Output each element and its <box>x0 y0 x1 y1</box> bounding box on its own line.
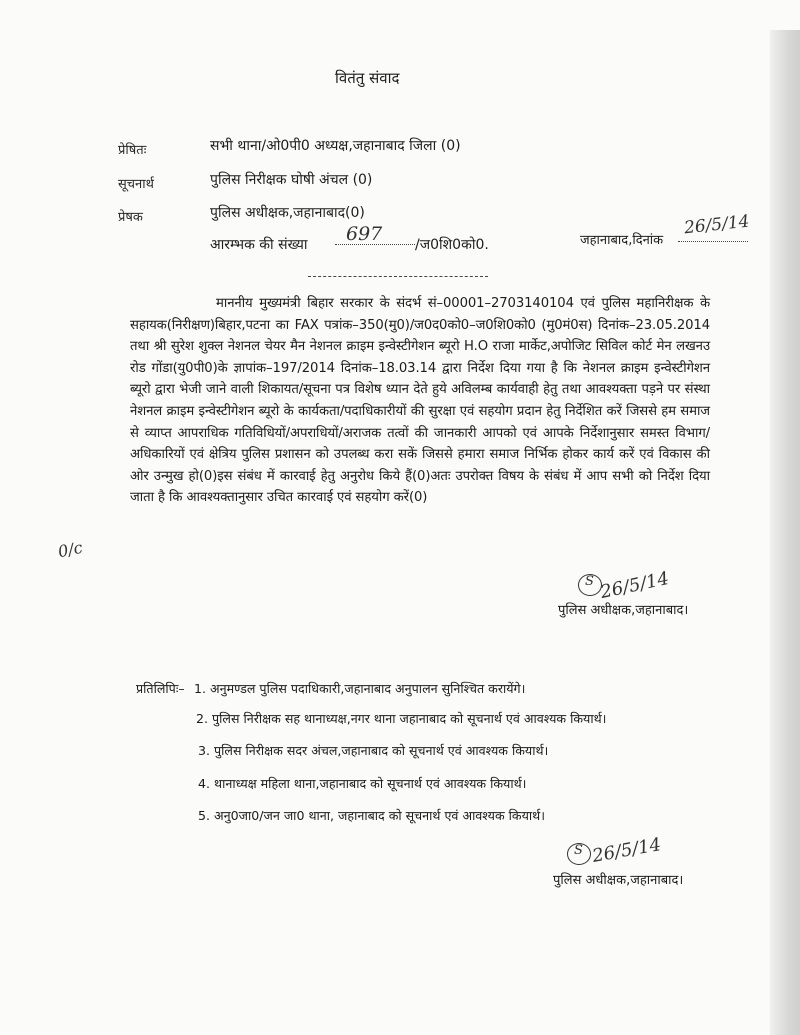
ref-suffix: /ज0शि0को0. <box>415 237 489 253</box>
to-value: सभी थाना/ओ0पी0 अध्यक्ष,जहानाबाद जिला (0) <box>210 138 461 154</box>
margin-note: 0/c <box>56 537 85 562</box>
signature-initials: S <box>585 574 594 589</box>
signature-date: 26/5/14 <box>598 568 671 603</box>
signature-2-initials: S <box>574 843 583 858</box>
signature-2-date: 26/5/14 <box>590 834 663 867</box>
copy-item-2: 2. पुलिस निरीक्षक सह थानाध्यक्ष,नगर थाना जहानाबाद को सूचनार्थ एवं आवश्यक कियार्थ। <box>196 711 607 726</box>
ref-number: 697 <box>346 223 383 245</box>
copy-item-5: 5. अनु0जा0/जन जा0 थाना, जहानाबाद को सूचनार्थ एवं आवश्यक कियार्थ। <box>198 808 545 823</box>
to-label: प्रेषितः <box>118 143 147 158</box>
signature-2-designation: पुलिस अधीक्षक,जहानाबाद। <box>553 873 684 888</box>
from-value: पुलिस अधीक्षक,जहानाबाद(0) <box>210 205 365 221</box>
ref-label: आरम्भक की संख्या <box>210 237 308 253</box>
date-dotted-line <box>678 241 748 242</box>
copy-item-4: 4. थानाध्यक्ष महिला थाना,जहानाबाद को सूचनार्थ एवं आवश्यक कियार्थ। <box>198 776 527 791</box>
copies-label: प्रतिलिपिः– <box>136 681 185 696</box>
info-value: पुलिस निरीक्षक घोषी अंचल (0) <box>210 172 373 188</box>
date-value: 26/5/14 <box>683 211 751 239</box>
scan-edge-shadow <box>770 30 800 1035</box>
copy-item-1: 1. अनुमण्डल पुलिस पदाधिकारी,जहानाबाद अनुपालन सुनिश्चित करायेंगे। <box>194 681 526 696</box>
body-paragraph: माननीय मुख्यमंत्री बिहार सरकार के संदर्भ सं–00001–2703140104 एवं पुलिस महानिरीक्षक के सहायक(निरीक्षण)बिहार,पटना का FAX पत्रांक–350(मु0)/ज0द0को0–ज0शि0को0 (मु0मं0स) दिनांक–23.05.2014 तथा श्री सुरेश शुक्ल नेशनल चेयर मैन नेशनल क्राइम इन्वेस्टीगेशन ब्यूरो H.O राजा मार्केट,अपोजिट सिविल कोर्ट मेन लखनउ रोड गोंडा(यु0पी0)के ज्ञापांक–197/2014 दिनांक–18.03.14 द्वारा निर्देश दिया गया है कि नेशनल क्राइम इन्वेस्टीगेशन ब्यूरो द्वारा भेजी जाने वाली शिकायत/सूचना पत्र विशेष ध्यान देते हुये अविलम्ब कार्यवाही हेतु तथा आवश्यक्ता पड़ने पर संस्था नेशनल क्राइम इन्वेस्टीगेशन ब्यूरो के कार्यकता/पदाधिकारीयों की सुरक्षा एवं सहयोग प्रदान हेतु निर्देशित करें जिससे हम समाज से व्याप्त आपराधिक गतिविधियों/अपराधियों/अराजक तत्वों की जानकारी आपको एवं आपके निर्देशानुसार समस्त विभाग/अधिकारियों एवं क्षेत्रिय पुलिस प्रशासन को उपलब्ध करा सकें जिससे हमारा समाज निर्भिक होकर कार्य करें एवं विकास की ओर उन्मुख हो(0)इस संबंध में कारवाई हेतु अनुरोध किये हैं(0)अतः उपरोक्त विषय के संबंध में आप सभी को निर्देश दिया जाता है कि आवश्यक्तानुसार उचित कारवाई एवं सहयोग करें(0) <box>130 296 710 506</box>
divider <box>308 276 488 277</box>
document-title: वितंतु संवाद <box>335 69 400 87</box>
signature-designation: पुलिस अधीक्षक,जहानाबाद। <box>558 603 689 618</box>
date-label: जहानाबाद,दिनांक <box>580 233 664 248</box>
copy-item-3: 3. पुलिस निरीक्षक सदर अंचल,जहानाबाद को सूचनार्थ एवं आवश्यक कियार्थ। <box>198 743 549 758</box>
from-label: प्रेषक <box>118 210 143 225</box>
info-label: सूचनार्थ <box>118 177 154 192</box>
